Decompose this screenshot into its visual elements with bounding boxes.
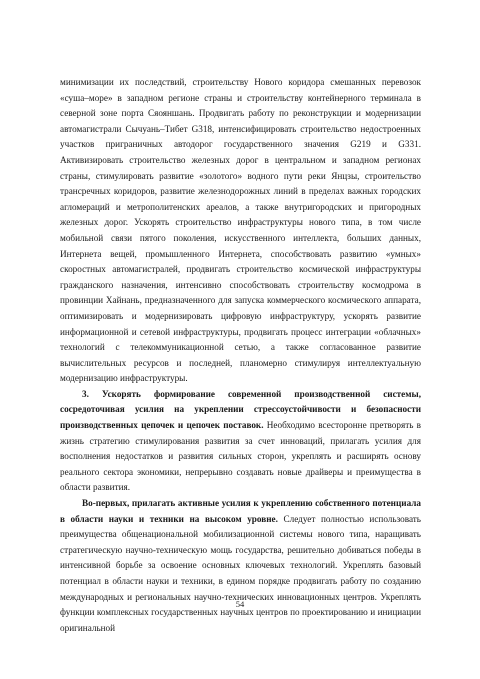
- paragraph-section-3: [60, 387, 421, 496]
- paragraph-first-point: [60, 496, 421, 636]
- paragraph-text: Необходимо всесторонне претворять в жизнь стратегию стимулирования развития за счет инноваций, прилагать усилия для восполнения недостатков и развития сильных сторон, укреплять и расширять основу реального сектора экономики, непрерывно создавать новые драйверы и преимущества в области развития.: [60, 420, 421, 493]
- paragraph-continuation: [60, 75, 421, 387]
- point-heading-bold: Во-первых, прилагать активные усилия к укреплению собственного потенциала в области науки и техники на высоком уровне.: [60, 498, 421, 524]
- page-number: 54: [235, 599, 245, 609]
- paragraph-text: минимизации их последствий, строительству Нового коридора смешанных перевозок «суша–море» в западном регионе страны и строительству контейнерного терминала в северной зоне порта Сяояншань. Продвигать работу по реконструкции и модернизации автомагистрали Сычуань–Тибет G318, интенсифицировать строительство недостроенных участков приграничных автодорог государственного значения G219 и G331. Активизировать строительство железных дорог в центральном и западном регионах страны, стимулировать развитие «золотого» водного пути реки Янцзы, строительство трансречных коридоров, развитие железнодорожных линий в пределах важных городских агломераций и метрополитенских ареалов, а также внутригородских и пригородных железных дорог. Ускорять строительство инфраструктуры нового типа, в том числе мобильной связи пятого поколения, искусственного интеллекта, больших данных, Интернета вещей, промышленного Интернета, способствовать развитию «умных» скоростных автомагистралей, продвигать строительство космической инфраструктуры гражданского назначения, интенсивно способствовать строительству космодрома в провинции Хайнань, предназначенного для запуска коммерческого космического аппарата, оптимизировать и модернизировать цифровую инфраструктуру, ускорять развитие информационной и сетевой инфраструктуры, продвигать процесс интеграции «облачных» технологий с телекоммуникационной сетью, а также согласованное развитие вычислительных ресурсов и последней, планомерно стимулируя интеллектуальную модернизацию инфраструктуры.: [60, 77, 421, 384]
- paragraph-text: Следует полностью использовать преимущества общенациональной мобилизационной системы нового типа, наращивать стратегическую научно-техническую мощь государства, решительно добиваться победы в интенсивной борьбе за освоение основных ключевых технологий. Укреплять базовый потенциал в области науки и техники, в едином порядке продвигать работу по созданию международных и региональных научно-технических инновационных центров. Укреплять функции комплексных государственных научных центров по проектированию и инициации оригинальной: [60, 513, 421, 633]
- section-heading-bold: 3. Ускорять формирование современной производственной системы, сосредоточивая усилия на укреплении стрессоустойчивости и безопасности производственных цепочек и цепочек поставок.: [60, 388, 421, 431]
- body-text: [60, 75, 421, 636]
